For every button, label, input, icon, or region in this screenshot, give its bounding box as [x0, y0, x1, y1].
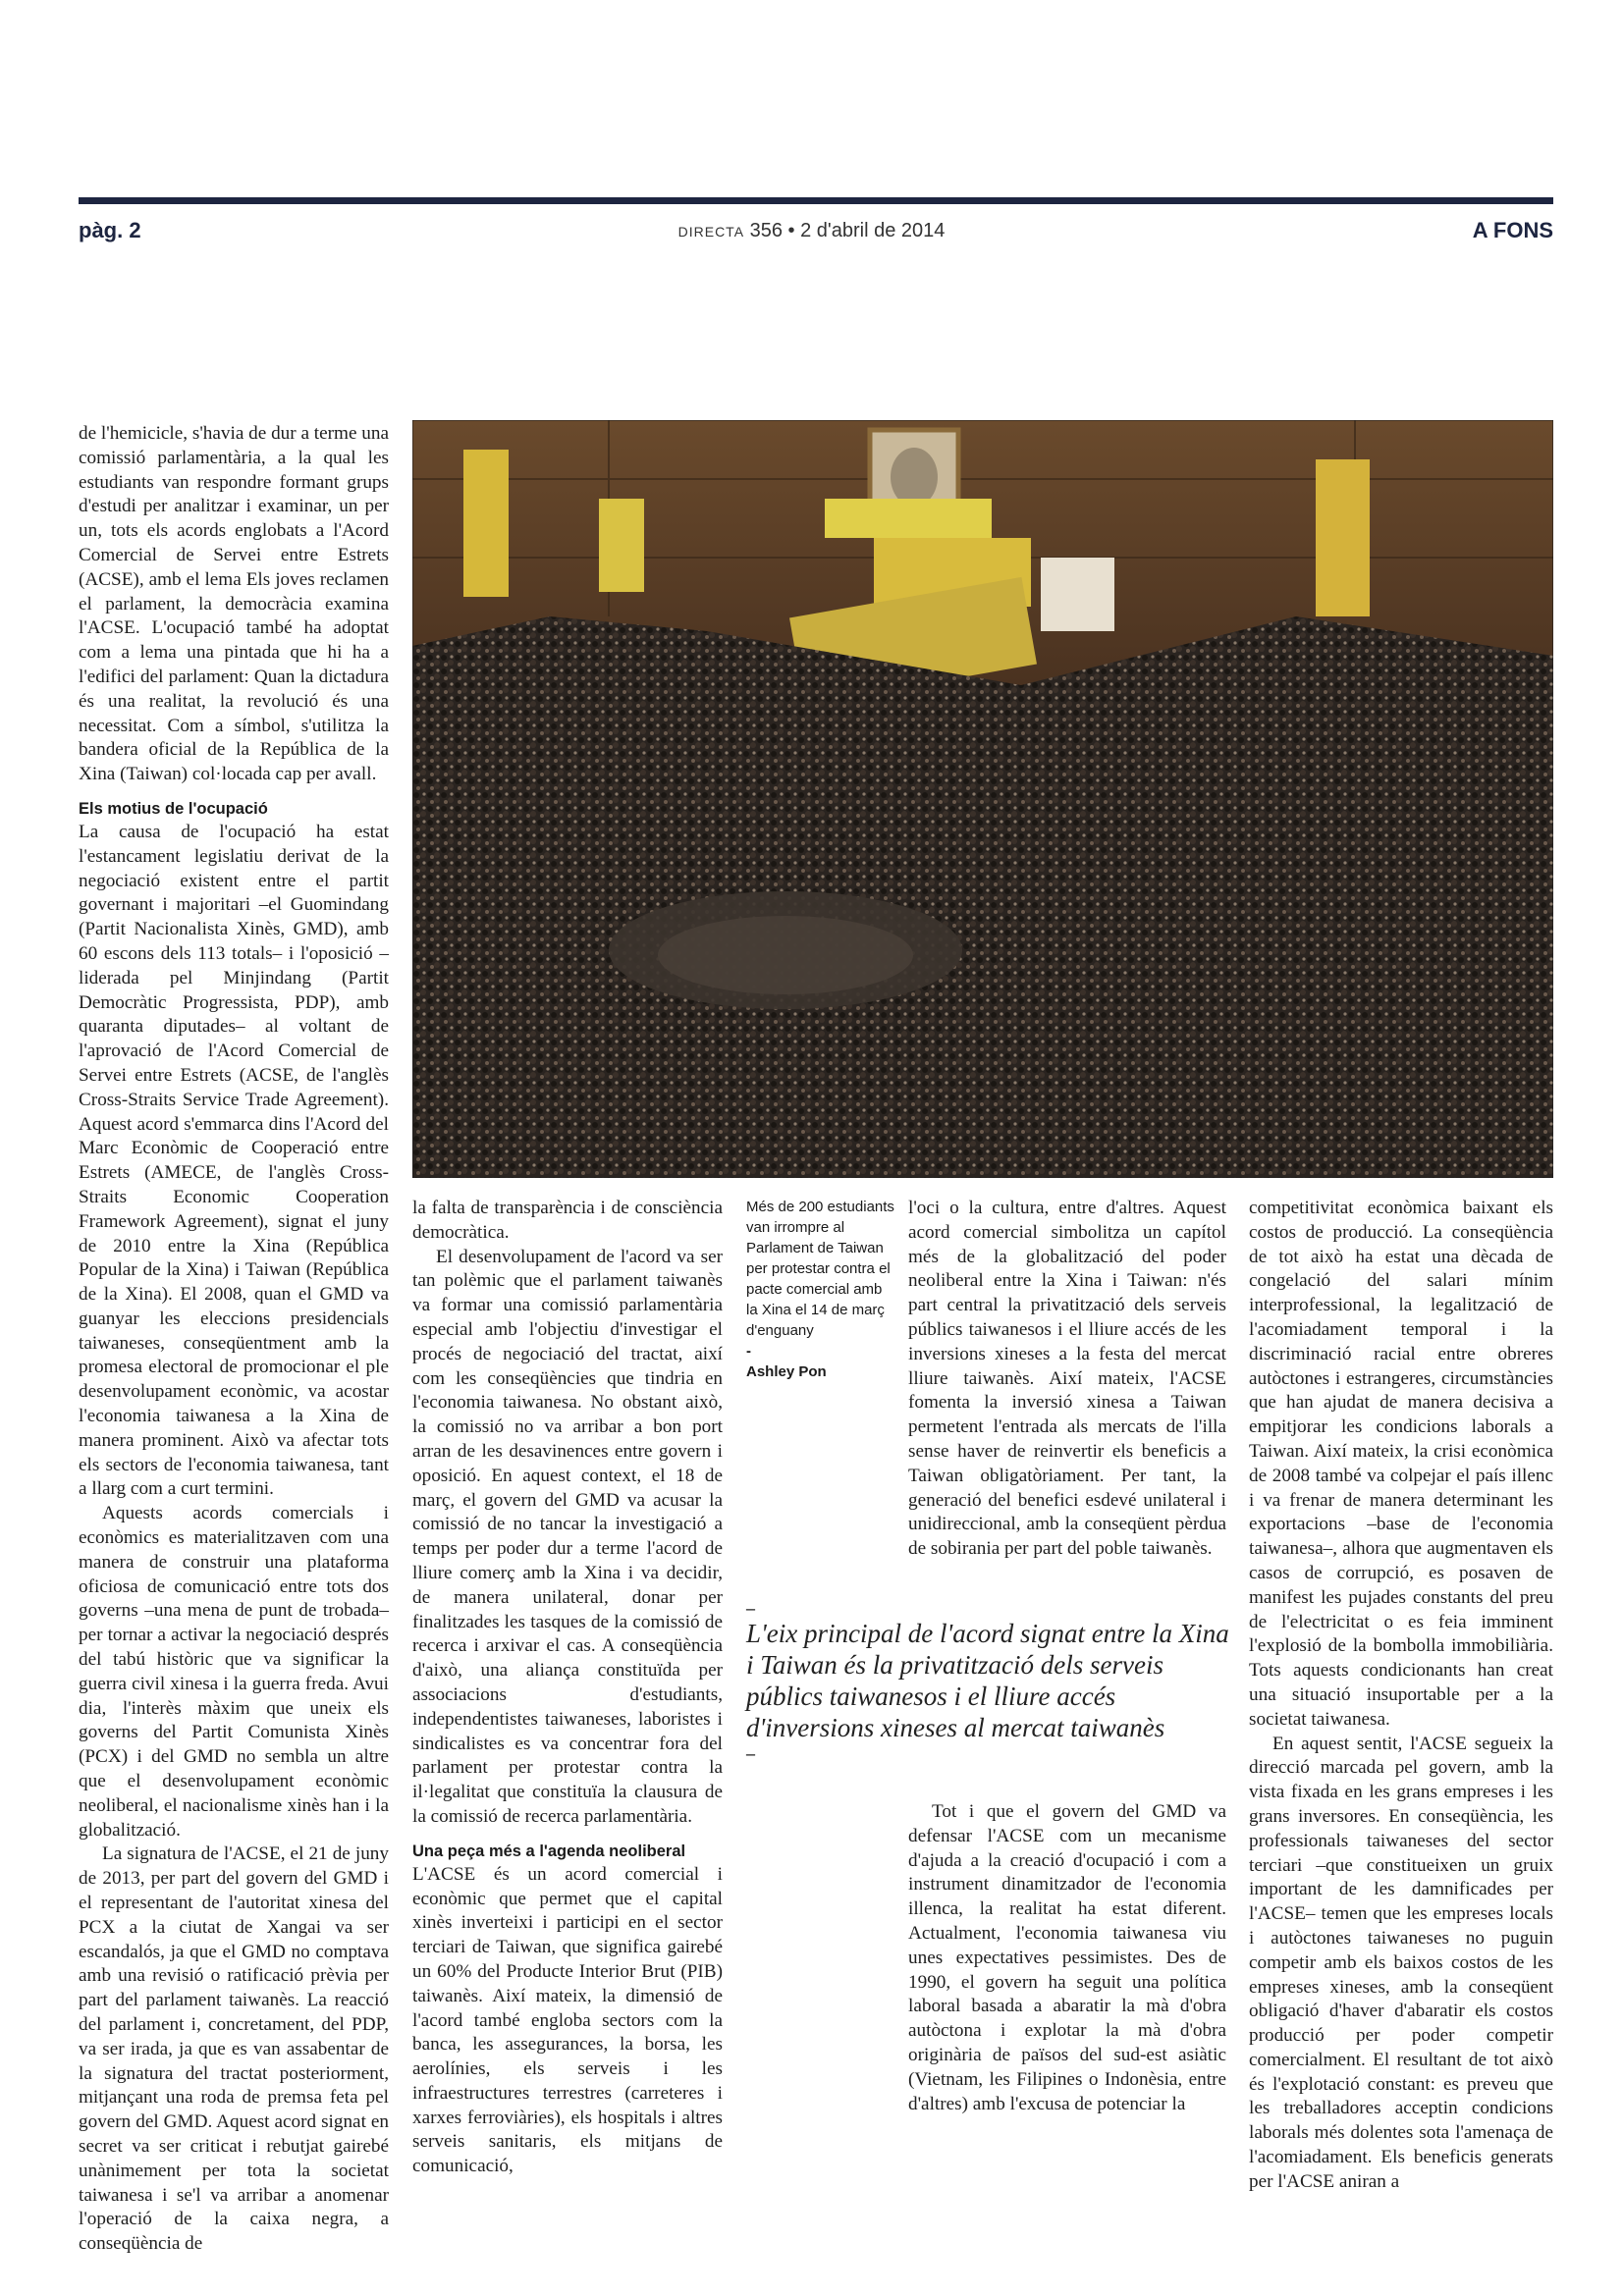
paragraph: El desenvolupament de l'acord va ser tan polèmic que el parlament taiwanès va formar una comissió parlamentària especial amb l'objectiu d'investigar el procés de negociació del tractat, així com les conseqüències que tindria en l'economia taiwanesa. No obstant això, la comissió no va arribar a bon port arran de les desavinences entre govern i oposició. En aquest context, el 18 de març, el govern del GMD va acusar la comissió de no tancar la investigació a temps per poder dur a terme l'acord de lliure comerç amb la Xina i va decidir, de manera unilateral, donar per finalitzades les tasques de la comissió de recerca i arxivar el cas. A conseqüència d'això, una aliança constituïda per associacions d'estudiants, independentistes taiwaneses, laboristes i sindicalistes es va concentrar fora del parlament per protestar contra la il·legalitat que constituïa la clausura de la comissió de recerca parlamentària. — [412, 1246, 723, 1827]
page-number: pàg. 2 — [79, 218, 141, 242]
parliament-occupation-photo — [412, 420, 1553, 1178]
paragraph: de l'hemicicle, s'havia de dur a terme una comissió parlamentària, a la qual les estudiants van respondre formant grups d'estudi per analitzar i examinar, un per un, tots els acords englobats a l'Acord Comercial de Servei entre Estrets (ACSE), amb el lema Els joves reclamen el parlament, la democràcia examina l'ACSE. L'ocupació també ha adoptat com a lema una pintada que hi ha a l'edifici del parlament: Quan la dictadura és una realitat, la revolució és una necessitat. Com a símbol, s'utilitza la bandera oficial de la República de la Xina (Taiwan) col·locada cap per avall. — [79, 423, 389, 785]
subheading: Els motius de l'ocupació — [79, 799, 268, 818]
article-column-1 — [79, 422, 389, 2257]
article-column-2 — [412, 1197, 723, 2179]
header-rule — [79, 197, 1553, 204]
quote-dash-top: – — [746, 1598, 755, 1618]
pull-quote — [746, 1598, 1237, 1763]
article-column-5 — [1249, 1197, 1553, 2195]
paragraph: competitivitat econòmica baixant els costos de producció. La conseqüència de tot això ha estat una dècada de congelació del salari mínim interprofessional, la legalització de l'acomiadament temporal i la discriminació racial entre obreres autòctones i estrangeres, circumstàncies que han ajudat de manera decisiva a empitjorar les condicions laborals a Taiwan. Així mateix, la crisi econòmica de 2008 també va colpejar el país illenc i va frenar de manera determinant les exportacions –base de l'economia taiwanesa–, alhora que augmentaven els casos de corrupció, es posaven de manifest les pujades constants del preu de l'electricitat o es feia imminent l'explosió de la bombolla immobiliària. Tots aquests condicionants han creat una situació insuportable per a la societat taiwanesa. — [1249, 1198, 1553, 1730]
paragraph: Tot i que el govern del GMD va defensar l'ACSE com un mecanisme d'ajuda a la creació d'ocupació i com a instrument dinamitzador de l'economia illenca, la realitat ha estat diferent. Actualment, l'economia taiwanesa viu unes expectatives pessimistes. Des de 1990, el govern ha seguit una política laboral basada a abaratir la mà d'obra autòctona i explotar la mà d'obra originària de països del sud-est asiàtic (Vietnam, les Filipines o Indonèsia, entre d'altres) amb l'excusa de potenciar la — [908, 1801, 1226, 2114]
issue-line — [0, 218, 1623, 244]
caption-text: Més de 200 estudiants van irrompre al Parlament de Taiwan per protestar contra el pacte comercial amb la Xina el 14 de març d'enguany — [746, 1199, 894, 1339]
paragraph: l'oci o la cultura, entre d'altres. Aquest acord comercial simbolitza un capítol més de la globalització del poder neoliberal entre la Xina i Taiwan: n'és part central la privatització dels serveis públics taiwanesos i el lliure accés de les inversions xineses a la festa del mercat lliure taiwanès. Així mateix, l'ACSE fomenta la inversió xinesa a Taiwan permetent l'entrada als mercats de l'illa sense haver de reinvertir els beneficis a Taiwan obligatòriament. Per tant, la generació del benefici esdevé unilateral i unidireccional, amb la conseqüent pèrdua de sobirania per part del poble taiwanès. — [908, 1198, 1226, 1560]
quote-text: L'eix principal de l'acord signat entre la Xina i Taiwan és la privatització dels serveis públics taiwanesos i el lliure accés d'inversions xineses al mercat taiwanès — [746, 1619, 1229, 1742]
publication-name: DIRECTA — [677, 224, 745, 240]
quote-dash-bottom: – — [746, 1743, 755, 1763]
paragraph: En aquest sentit, l'ACSE segueix la direcció marcada pel govern, amb la vista fixada en les grans empreses i les grans inversores. En conseqüència, les professionals taiwaneses del sector terciari –que constitueixen un gruix important de les damnificades per l'ACSE– temen que les empreses locals i autòctones taiwaneses no puguin competir amb els baixos costos de les empreses xineses, amb la conseqüent obligació d'haver d'abaratir els costos producció per poder competir comercialment. El resultant de tot això és l'explotació constant: es preveu que les treballadores acceptin condicions laborals més dolentes sota l'amenaça de l'acomiadament. Els beneficis generats per l'ACSE aniran a — [1249, 1733, 1553, 2192]
photo-caption — [746, 1197, 895, 1382]
paragraph: La causa de l'ocupació ha estat l'estancament legislatiu derivat de la negociació existent entre el partit governant i majoritari –el Guomindang (Partit Nacionalista Xinès, GMD), amb 60 escons dels 113 totals– i l'oposició –liderada pel Minjindang (Partit Democràtic Progressista, PDP), amb quaranta diputades– al voltant de l'aprovació de l'Acord Comercial de Servei entre Estrets (ACSE, de l'anglès Cross-Straits Service Trade Agreement). Aquest acord s'emmarca dins l'Acord del Marc Econòmic de Cooperació entre Estrets (AMECE, de l'anglès Cross-Straits Economic Cooperation Framework Agreement), signat el juny de 2010 entre la Xina (República Popular de la Xina) i Taiwan (República de la Xina). El 2008, quan el GMD va guanyar les eleccions presidencials taiwaneses, conseqüentment amb la promesa electoral de promocionar el ple desenvolupament econòmic, va acostar l'economia taiwanesa a la Xina de manera prominent. Això va afectar tots els sectors de l'economia taiwanesa, tant a llarg com a curt termini. — [79, 821, 389, 1500]
paragraph: la falta de transparència i de consciència democràtica. — [412, 1198, 723, 1243]
issue-date: 356 • 2 d'abril de 2014 — [749, 220, 946, 241]
article-column-4-continued — [908, 1800, 1226, 2116]
article-column-4 — [908, 1197, 1226, 1562]
paragraph: La signatura de l'ACSE, el 21 de juny de 2013, per part del govern del GMD i el representant de l'autoritat xinesa del PCX a la ciutat de Xangai va ser escandalós, ja que el GMD no comptava amb una revisió o ratificació prèvia per part del parlament taiwanès. La reacció del parlament i, concretament, del PDP, va ser irada, ja que es van assabentar de la signatura del tractat posteriorment, mitjançant una roda de premsa feta pel govern del GMD. Aquest acord signat en secret va ser criticat i rebutjat gairebé unànimement per tota la societat taiwanesa i se'l va arribar a anomenar l'operació de la caixa negra, a conseqüència de — [79, 1843, 389, 2255]
subheading: Una peça més a l'agenda neoliberal — [412, 1842, 686, 1860]
photo-credit: Ashley Pon — [746, 1363, 827, 1380]
article-photo — [412, 420, 1553, 1178]
paragraph: Aquests acords comercials i econòmics es materialitzaven com una manera de construir una plataforma oficiosa de comunicació entre tots dos governs –una mena de punt de trobada– per tornar a activar la negociació després del tabú històric que va significar la guerra civil xinesa i la guerra freda. Avui dia, l'interès màxim que uneix els governs del Partit Comunista Xinès (PCX) i del GMD no sembla un altre que el desenvolupament econòmic neoliberal, el nacionalisme xinès han i la globalització. — [79, 1503, 389, 1841]
paragraph: L'ACSE és un acord comercial i econòmic que permet que el capital xinès inverteixi i participi en el sector terciari de Taiwan, que significa gairebé un 60% del Producte Interior Brut (PIB) taiwanès. Així mateix, la dimensió de l'acord també engloba sectors com la banca, les assegurances, la borsa, les aerolínies, els serveis i les infraestructures terrestres (carreteres i xarxes ferroviàries), els hospitals i altres serveis sanitaris, els mitjans de comunicació, — [412, 1863, 723, 2177]
section-name: A FONS — [1472, 218, 1553, 242]
caption-dash: - — [746, 1343, 751, 1360]
